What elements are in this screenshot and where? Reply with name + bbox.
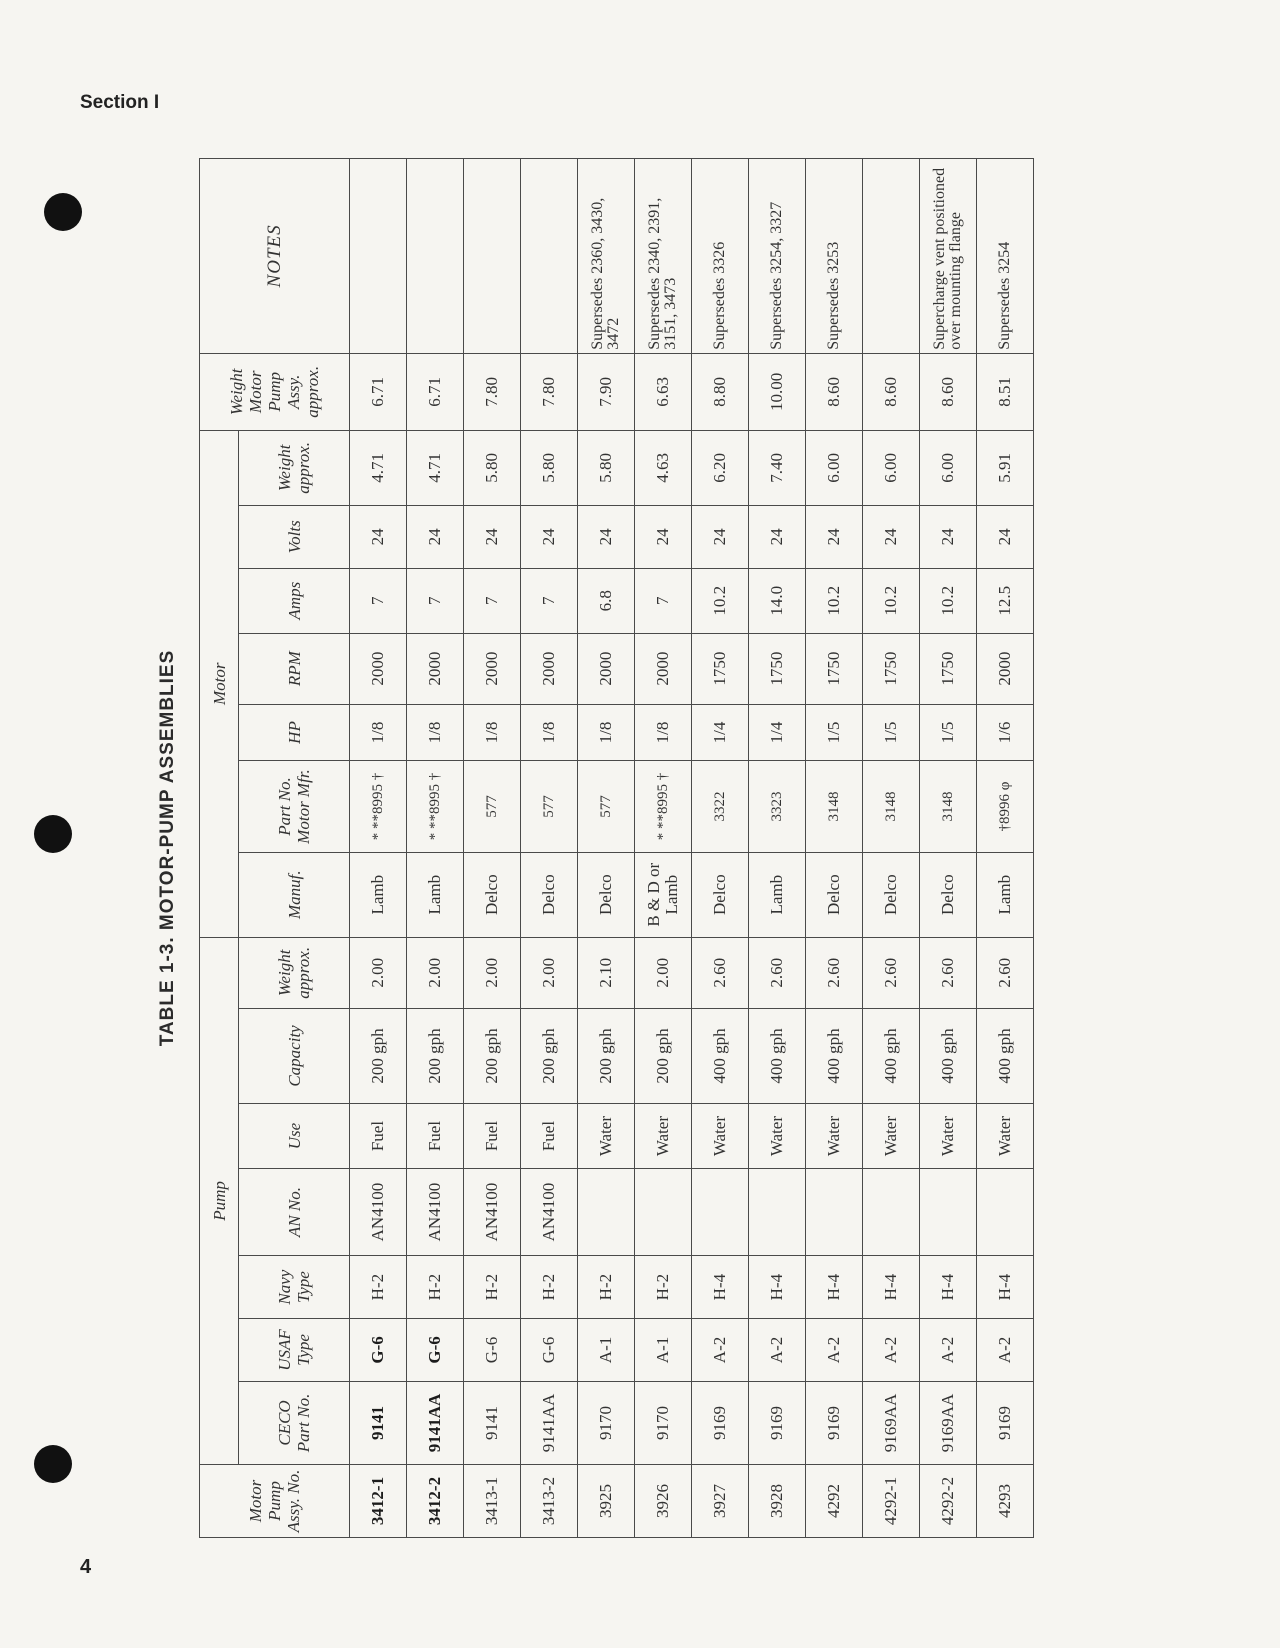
header-assy-weight: Weight Motor Pump Assy. approx. — [200, 353, 350, 430]
cell-manuf: Lamb — [977, 852, 1034, 937]
cell-amps: 10.2 — [806, 568, 863, 633]
cell-manuf: Delco — [920, 852, 977, 937]
cell-usaf: G-6 — [350, 1319, 407, 1382]
table-row — [350, 159, 407, 1538]
cell-an: AN4100 — [407, 1168, 464, 1255]
cell-ceco: 9169 — [749, 1381, 806, 1464]
cell-motor-part: †8996 φ — [977, 761, 1034, 852]
cell-ceco: 9169 — [806, 1381, 863, 1464]
cell-manuf: B & D or Lamb — [635, 852, 692, 937]
cell-ceco: 9170 — [578, 1381, 635, 1464]
cell-notes — [863, 159, 920, 354]
motor-pump-assemblies-table — [199, 158, 1034, 1538]
cell-assy: 3928 — [749, 1465, 806, 1538]
cell-amps: 7 — [635, 568, 692, 633]
header-amps: Amps — [239, 568, 350, 633]
cell-capacity: 200 gph — [464, 1008, 521, 1103]
cell-usaf: A-2 — [863, 1319, 920, 1382]
cell-manuf: Lamb — [407, 852, 464, 937]
cell-rpm: 2000 — [521, 633, 578, 704]
cell-notes: Supersedes 3253 — [806, 159, 863, 354]
cell-capacity: 400 gph — [749, 1008, 806, 1103]
header-volts: Volts — [239, 505, 350, 568]
cell-pump-weight: 2.60 — [692, 937, 749, 1008]
table-title: TABLE 1-3. MOTOR-PUMP ASSEMBLIES — [157, 649, 178, 1047]
header-hp: HP — [239, 704, 350, 761]
cell-assy-weight: 8.60 — [806, 353, 863, 430]
cell-navy: H-2 — [407, 1256, 464, 1319]
cell-pump-weight: 2.00 — [521, 937, 578, 1008]
cell-navy: H-2 — [464, 1256, 521, 1319]
cell-hp: 1/5 — [863, 704, 920, 761]
cell-assy: 4292-2 — [920, 1465, 977, 1538]
cell-manuf: Lamb — [350, 852, 407, 937]
cell-motor-weight: 6.00 — [863, 430, 920, 505]
cell-amps: 7 — [521, 568, 578, 633]
cell-capacity: 200 gph — [350, 1008, 407, 1103]
cell-volts: 24 — [920, 505, 977, 568]
cell-volts: 24 — [350, 505, 407, 568]
cell-amps: 6.8 — [578, 568, 635, 633]
cell-assy-weight: 7.80 — [464, 353, 521, 430]
cell-motor-part: * **8995 † — [407, 761, 464, 852]
cell-amps: 7 — [464, 568, 521, 633]
cell-assy: 4292-1 — [863, 1465, 920, 1538]
binder-hole-middle — [34, 815, 72, 853]
cell-use: Fuel — [521, 1104, 578, 1169]
cell-assy-weight: 7.80 — [521, 353, 578, 430]
cell-ceco: 9141AA — [521, 1381, 578, 1464]
cell-assy: 3413-1 — [464, 1465, 521, 1538]
cell-assy-weight: 8.51 — [977, 353, 1034, 430]
table-row — [692, 159, 749, 1538]
cell-motor-part: * **8995 † — [350, 761, 407, 852]
cell-hp: 1/8 — [521, 704, 578, 761]
cell-an — [863, 1168, 920, 1255]
cell-manuf: Lamb — [749, 852, 806, 937]
cell-hp: 1/4 — [692, 704, 749, 761]
cell-navy: H-2 — [350, 1256, 407, 1319]
cell-assy: 3412-1 — [350, 1465, 407, 1538]
cell-assy: 3412-2 — [407, 1465, 464, 1538]
cell-pump-weight: 2.10 — [578, 937, 635, 1008]
cell-motor-part: 3148 — [920, 761, 977, 852]
cell-volts: 24 — [521, 505, 578, 568]
cell-assy-weight: 8.60 — [863, 353, 920, 430]
cell-use: Water — [863, 1104, 920, 1169]
cell-capacity: 400 gph — [920, 1008, 977, 1103]
cell-pump-weight: 2.60 — [920, 937, 977, 1008]
cell-manuf: Delco — [806, 852, 863, 937]
cell-amps: 12.5 — [977, 568, 1034, 633]
cell-navy: H-2 — [578, 1256, 635, 1319]
cell-hp: 1/4 — [749, 704, 806, 761]
cell-an: AN4100 — [350, 1168, 407, 1255]
cell-use: Water — [749, 1104, 806, 1169]
cell-rpm: 1750 — [692, 633, 749, 704]
cell-volts: 24 — [977, 505, 1034, 568]
cell-manuf: Delco — [863, 852, 920, 937]
cell-use: Water — [578, 1104, 635, 1169]
cell-volts: 24 — [692, 505, 749, 568]
header-group-motor: Motor — [200, 430, 239, 937]
cell-motor-weight: 6.00 — [806, 430, 863, 505]
table-row — [578, 159, 635, 1538]
cell-assy-weight: 6.71 — [407, 353, 464, 430]
cell-rpm: 2000 — [464, 633, 521, 704]
cell-motor-weight: 4.71 — [407, 430, 464, 505]
cell-capacity: 400 gph — [863, 1008, 920, 1103]
cell-motor-part: * **8995 † — [635, 761, 692, 852]
cell-rpm: 2000 — [350, 633, 407, 704]
cell-assy: 4293 — [977, 1465, 1034, 1538]
cell-navy: H-4 — [977, 1256, 1034, 1319]
header-motor-weight: Weight approx. — [239, 430, 350, 505]
cell-volts: 24 — [863, 505, 920, 568]
header-group-pump: Pump — [200, 937, 239, 1464]
cell-amps: 10.2 — [863, 568, 920, 633]
cell-an — [806, 1168, 863, 1255]
cell-usaf: A-2 — [692, 1319, 749, 1382]
cell-motor-weight: 5.80 — [464, 430, 521, 505]
cell-rpm: 1750 — [920, 633, 977, 704]
cell-rpm: 2000 — [635, 633, 692, 704]
cell-notes — [350, 159, 407, 354]
cell-use: Water — [920, 1104, 977, 1169]
header-use: Use — [239, 1104, 350, 1169]
header-assy: Motor Pump Assy. No. — [200, 1465, 350, 1538]
cell-ceco: 9141 — [464, 1381, 521, 1464]
table-row — [464, 159, 521, 1538]
table-row — [521, 159, 578, 1538]
cell-use: Water — [806, 1104, 863, 1169]
cell-motor-part: 577 — [464, 761, 521, 852]
cell-rpm: 1750 — [863, 633, 920, 704]
cell-notes — [464, 159, 521, 354]
cell-amps: 7 — [407, 568, 464, 633]
rotated-table-block — [137, 158, 1117, 1538]
cell-manuf: Delco — [521, 852, 578, 937]
table-row — [920, 159, 977, 1538]
cell-rpm: 2000 — [977, 633, 1034, 704]
cell-manuf: Delco — [578, 852, 635, 937]
cell-capacity: 200 gph — [578, 1008, 635, 1103]
table-body — [350, 159, 1034, 1538]
cell-hp: 1/5 — [920, 704, 977, 761]
cell-motor-weight: 5.80 — [521, 430, 578, 505]
cell-pump-weight: 2.60 — [863, 937, 920, 1008]
header-pump-weight: Weight approx. — [239, 937, 350, 1008]
cell-rpm: 2000 — [578, 633, 635, 704]
cell-assy: 3927 — [692, 1465, 749, 1538]
cell-an — [692, 1168, 749, 1255]
cell-usaf: G-6 — [521, 1319, 578, 1382]
cell-motor-weight: 6.00 — [920, 430, 977, 505]
cell-assy-weight: 7.90 — [578, 353, 635, 430]
cell-pump-weight: 2.60 — [749, 937, 806, 1008]
cell-ceco: 9141 — [350, 1381, 407, 1464]
cell-assy: 3413-2 — [521, 1465, 578, 1538]
cell-ceco: 9169 — [977, 1381, 1034, 1464]
cell-assy-weight: 8.80 — [692, 353, 749, 430]
cell-capacity: 400 gph — [692, 1008, 749, 1103]
cell-volts: 24 — [464, 505, 521, 568]
cell-motor-part: 3323 — [749, 761, 806, 852]
cell-hp: 1/5 — [806, 704, 863, 761]
cell-hp: 1/8 — [635, 704, 692, 761]
header-capacity: Capacity — [239, 1008, 350, 1103]
cell-use: Fuel — [350, 1104, 407, 1169]
cell-volts: 24 — [407, 505, 464, 568]
cell-pump-weight: 2.00 — [635, 937, 692, 1008]
table-row — [806, 159, 863, 1538]
table-row — [749, 159, 806, 1538]
cell-amps: 7 — [350, 568, 407, 633]
cell-ceco: 9141AA — [407, 1381, 464, 1464]
cell-motor-weight: 6.20 — [692, 430, 749, 505]
cell-volts: 24 — [635, 505, 692, 568]
cell-an — [977, 1168, 1034, 1255]
cell-motor-part: 3322 — [692, 761, 749, 852]
cell-pump-weight: 2.00 — [464, 937, 521, 1008]
cell-pump-weight: 2.60 — [806, 937, 863, 1008]
cell-use: Water — [977, 1104, 1034, 1169]
table-row — [407, 159, 464, 1538]
cell-assy-weight: 6.71 — [350, 353, 407, 430]
cell-hp: 1/8 — [578, 704, 635, 761]
cell-motor-weight: 4.71 — [350, 430, 407, 505]
header-manuf: Manuf. — [239, 852, 350, 937]
cell-capacity: 400 gph — [977, 1008, 1034, 1103]
binder-hole-bottom — [34, 1445, 72, 1483]
cell-motor-part: 577 — [578, 761, 635, 852]
cell-use: Water — [692, 1104, 749, 1169]
cell-volts: 24 — [578, 505, 635, 568]
cell-usaf: A-1 — [578, 1319, 635, 1382]
cell-motor-part: 3148 — [806, 761, 863, 852]
cell-usaf: A-2 — [749, 1319, 806, 1382]
cell-usaf: A-2 — [977, 1319, 1034, 1382]
cell-hp: 1/8 — [407, 704, 464, 761]
cell-amps: 10.2 — [692, 568, 749, 633]
cell-use: Fuel — [464, 1104, 521, 1169]
cell-notes: Supersedes 2360, 3430, 3472 — [578, 159, 635, 354]
cell-assy-weight: 10.00 — [749, 353, 806, 430]
page-number: 4 — [80, 1556, 92, 1578]
cell-volts: 24 — [806, 505, 863, 568]
table-row — [635, 159, 692, 1538]
table-row — [977, 159, 1034, 1538]
cell-manuf: Delco — [692, 852, 749, 937]
cell-an — [635, 1168, 692, 1255]
header-rpm: RPM — [239, 633, 350, 704]
cell-notes: Supersedes 2340, 2391, 3151, 3473 — [635, 159, 692, 354]
cell-usaf: G-6 — [464, 1319, 521, 1382]
cell-ceco: 9170 — [635, 1381, 692, 1464]
cell-hp: 1/8 — [464, 704, 521, 761]
cell-pump-weight: 2.00 — [350, 937, 407, 1008]
cell-assy: 4292 — [806, 1465, 863, 1538]
cell-pump-weight: 2.00 — [407, 937, 464, 1008]
cell-pump-weight: 2.60 — [977, 937, 1034, 1008]
cell-usaf: A-2 — [806, 1319, 863, 1382]
cell-motor-weight: 4.63 — [635, 430, 692, 505]
cell-motor-part: 3148 — [863, 761, 920, 852]
cell-rpm: 1750 — [749, 633, 806, 704]
cell-an: AN4100 — [521, 1168, 578, 1255]
cell-motor-weight: 7.40 — [749, 430, 806, 505]
cell-assy: 3926 — [635, 1465, 692, 1538]
cell-notes: Supersedes 3326 — [692, 159, 749, 354]
cell-navy: H-4 — [692, 1256, 749, 1319]
cell-assy-weight: 8.60 — [920, 353, 977, 430]
cell-amps: 14.0 — [749, 568, 806, 633]
cell-assy: 3925 — [578, 1465, 635, 1538]
cell-navy: H-2 — [635, 1256, 692, 1319]
cell-navy: H-2 — [521, 1256, 578, 1319]
cell-manuf: Delco — [464, 852, 521, 937]
cell-rpm: 1750 — [806, 633, 863, 704]
section-heading: Section I — [80, 92, 160, 113]
header-ceco: CECO Part No. — [239, 1381, 350, 1464]
cell-assy-weight: 6.63 — [635, 353, 692, 430]
cell-an — [578, 1168, 635, 1255]
cell-ceco: 9169 — [692, 1381, 749, 1464]
header-notes: NOTES — [200, 159, 350, 354]
cell-notes — [521, 159, 578, 354]
header-usaf: USAF Type — [239, 1319, 350, 1382]
cell-ceco: 9169AA — [863, 1381, 920, 1464]
cell-capacity: 200 gph — [635, 1008, 692, 1103]
cell-usaf: A-1 — [635, 1319, 692, 1382]
cell-navy: H-4 — [806, 1256, 863, 1319]
cell-an — [749, 1168, 806, 1255]
cell-an — [920, 1168, 977, 1255]
cell-hp: 1/8 — [350, 704, 407, 761]
binder-hole-top — [44, 193, 82, 231]
cell-capacity: 400 gph — [806, 1008, 863, 1103]
cell-ceco: 9169AA — [920, 1381, 977, 1464]
cell-navy: H-4 — [863, 1256, 920, 1319]
cell-usaf: G-6 — [407, 1319, 464, 1382]
cell-an: AN4100 — [464, 1168, 521, 1255]
cell-notes — [407, 159, 464, 354]
cell-motor-part: 577 — [521, 761, 578, 852]
cell-capacity: 200 gph — [521, 1008, 578, 1103]
cell-amps: 10.2 — [920, 568, 977, 633]
cell-rpm: 2000 — [407, 633, 464, 704]
header-navy: Navy Type — [239, 1256, 350, 1319]
cell-volts: 24 — [749, 505, 806, 568]
cell-capacity: 200 gph — [407, 1008, 464, 1103]
table-row — [863, 159, 920, 1538]
cell-navy: H-4 — [749, 1256, 806, 1319]
cell-motor-weight: 5.91 — [977, 430, 1034, 505]
header-motor-part: Part No. Motor Mfr. — [239, 761, 350, 852]
cell-use: Fuel — [407, 1104, 464, 1169]
cell-navy: H-4 — [920, 1256, 977, 1319]
cell-notes: Supercharge vent positioned over mounting flange — [920, 159, 977, 354]
cell-hp: 1/6 — [977, 704, 1034, 761]
header-an: AN No. — [239, 1168, 350, 1255]
cell-notes: Supersedes 3254, 3327 — [749, 159, 806, 354]
cell-notes: Supersedes 3254 — [977, 159, 1034, 354]
cell-use: Water — [635, 1104, 692, 1169]
cell-usaf: A-2 — [920, 1319, 977, 1382]
cell-motor-weight: 5.80 — [578, 430, 635, 505]
